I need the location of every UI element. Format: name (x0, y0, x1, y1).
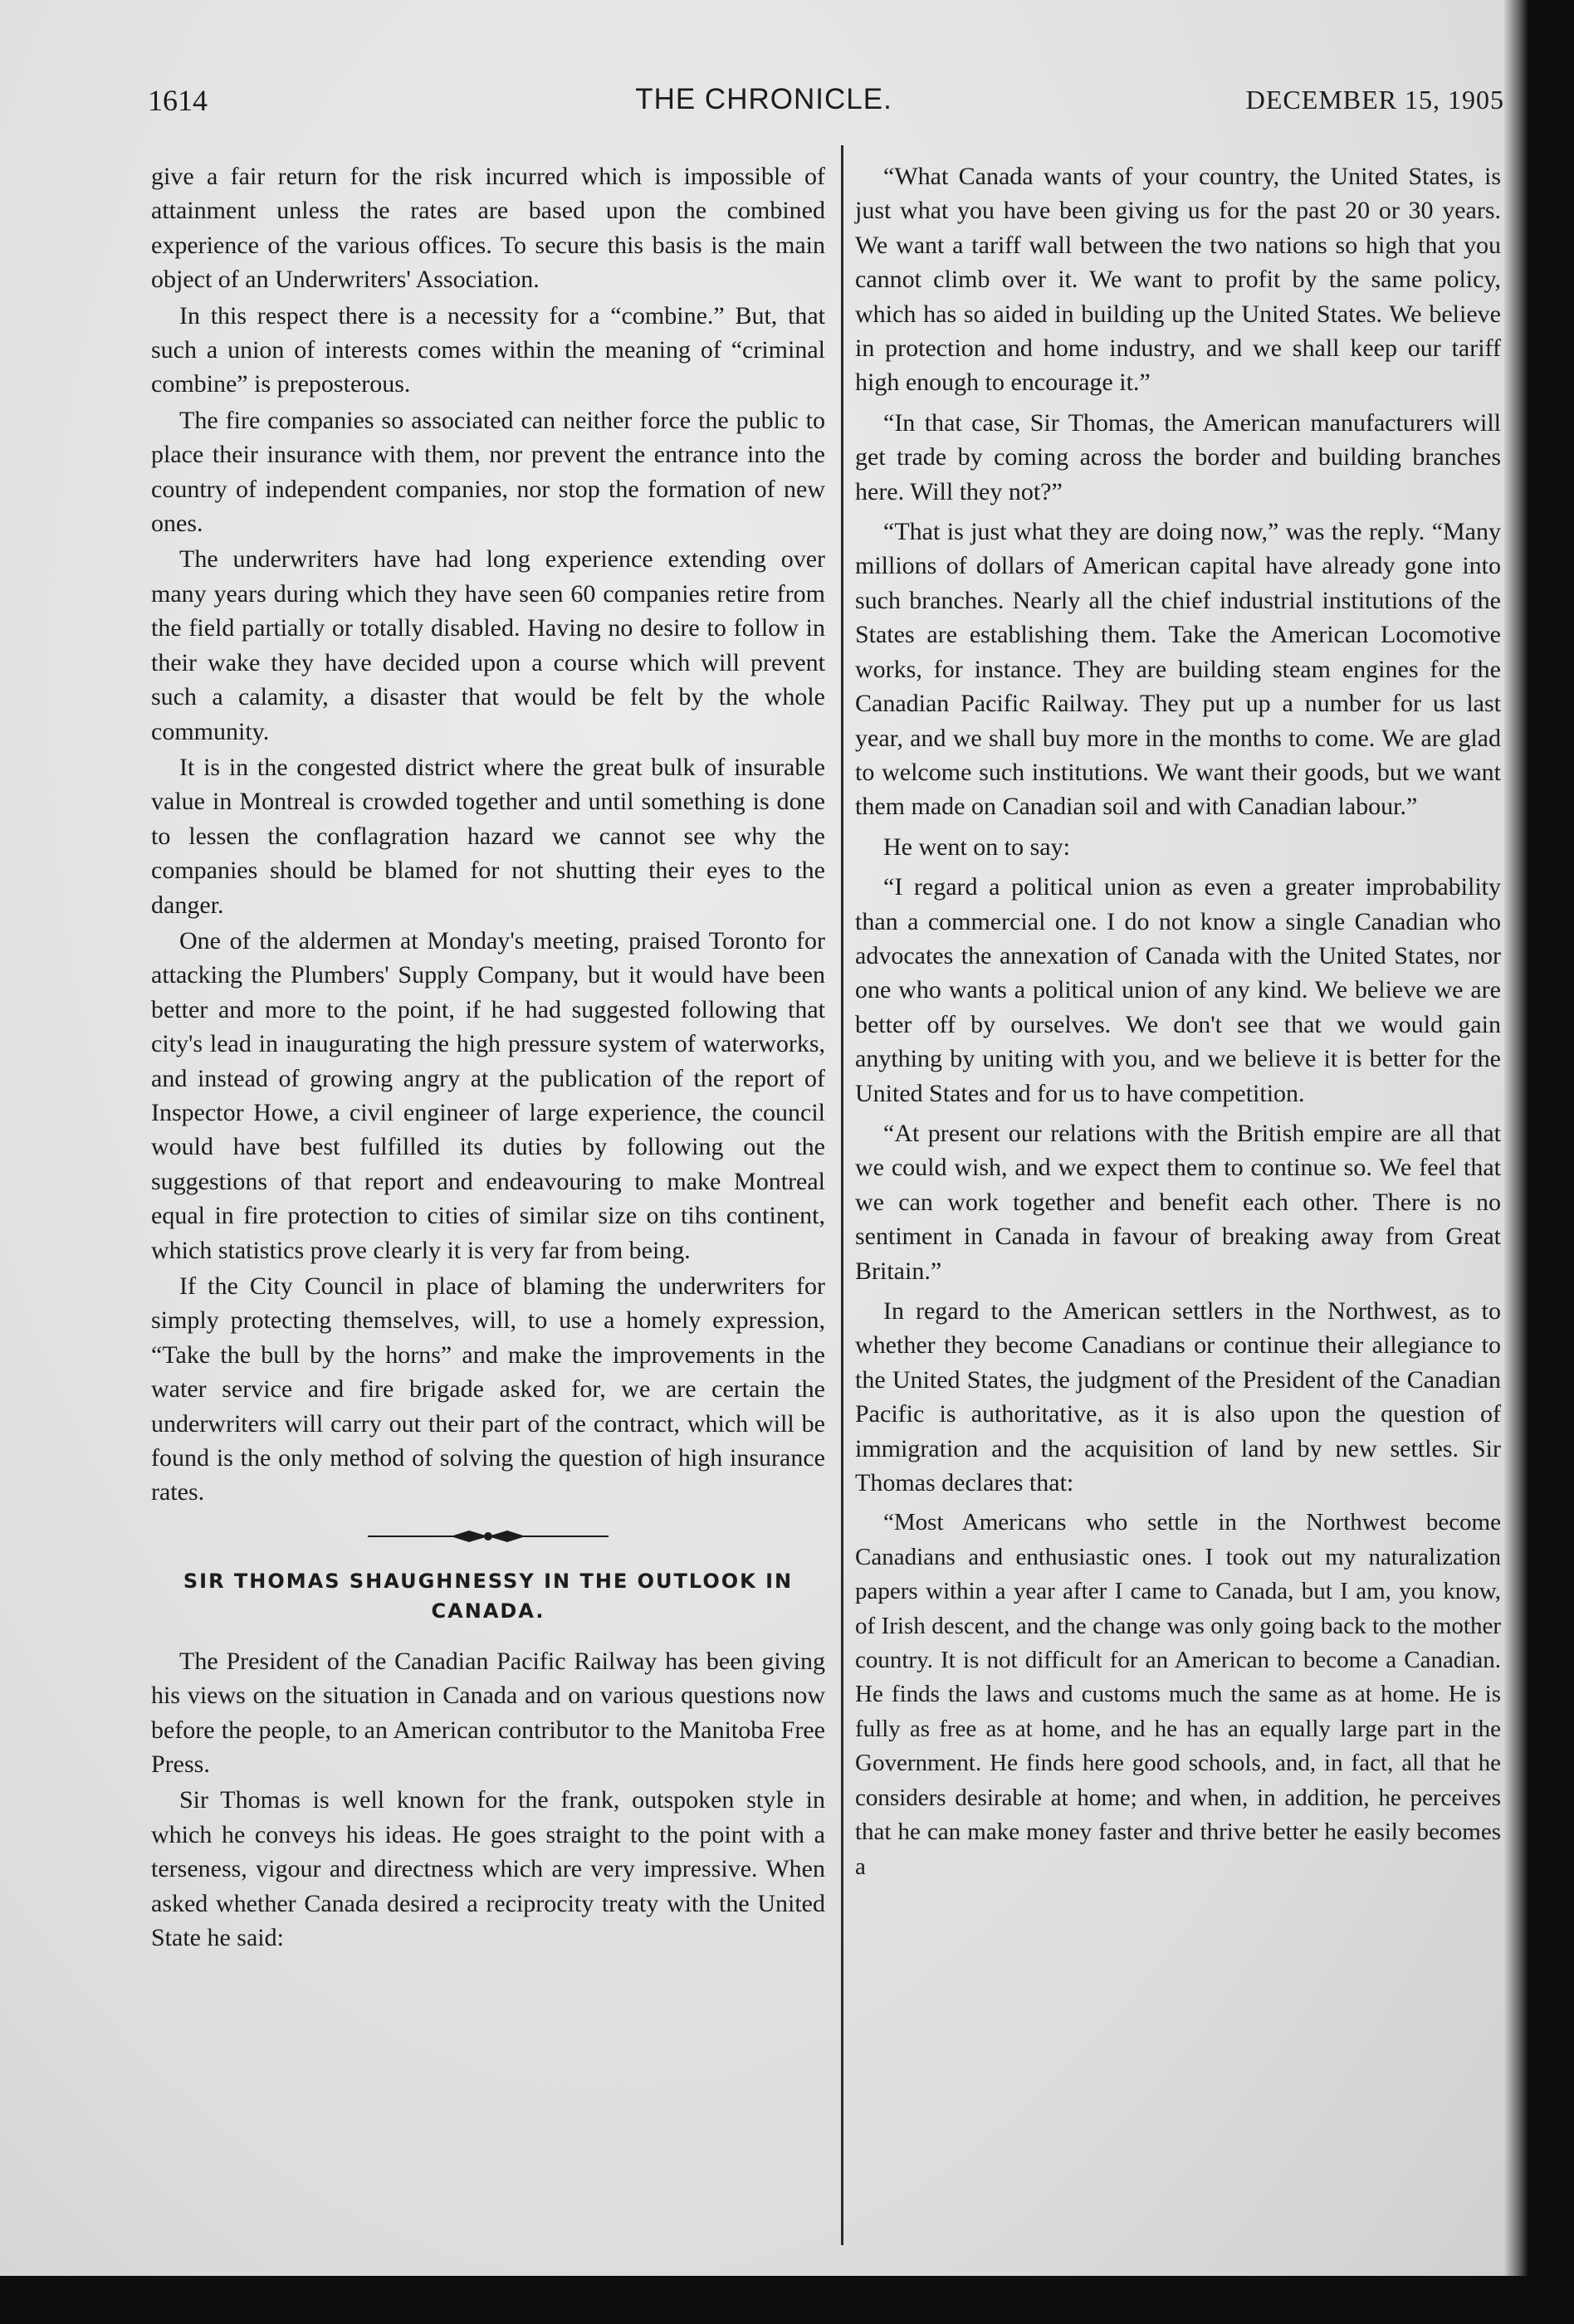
article-paragraph: In regard to the American settlers in the Northwest, as to whether they become Canadians or continue their allegiance to the United States, the judgment of the President of the Canadian Pacific is authoritative, as it is also upon the question of immigration and the acquisition of land by new settles. Sir Thomas declares that: (855, 1297, 1501, 1497)
article-paragraph: It is in the congested district where the great bulk of insurable value in Montreal is crowded together and until something is done to lessen the conflagration hazard we cannot see why the companies should be blamed for not shutting their eyes to the danger. (151, 753, 825, 919)
running-title: THE CHRONICLE. (635, 83, 892, 115)
page-spine-shadow (1504, 0, 1528, 2276)
page-number: 1614 (148, 84, 208, 117)
section-separator-ornament (151, 1513, 825, 1560)
section-heading: SIR THOMAS SHAUGHNESSY IN THE OUTLOOK IN CANADA. (183, 1569, 794, 1623)
article-paragraph: give a fair return for the risk incurred which is impossible of attainment unless the rates are based upon the combined experience of the various offices. To secure this basis is the main object of an Underwriters' Association. (151, 163, 825, 294)
article-paragraph: “What Canada wants of your country, the United States, is just what you have been giving us for the past 20 or 30 years. We want a tariff wall between the two nations so high that you cannot climb over it. We want to profit by the same policy, which has so aided in building up the United States. We believe in protection and home industry, and we shall keep our tariff high enough to encourage it.” (855, 163, 1501, 397)
right-column (855, 159, 1501, 1890)
article-paragraph: “I regard a political union as even a greater improbability than a commercial one. I do not know a single Canadian who advocates the annexation of Canada with the United States, nor one who wants a political union of any kind. We believe we are better off by ourselves. We don't see that we would gain anything by uniting with you, and we believe it is better for the United States and for us to have competition. (855, 873, 1501, 1107)
article-paragraph: “That is just what they are doing now,” was the reply. “Many millions of dollars of American capital have already gone into such branches. Nearly all the chief industrial institutions of the States are establishing them. Take the American Locomotive works, for instance. They are building steam engines for the Canadian Pacific Railway. They put up a number for us last year, and we shall buy more in the months to come. We are glad to welcome such institutions. We want their goods, but we want them made on Canadian soil and with Canadian labour.” (855, 518, 1501, 821)
article-paragraph: If the City Council in place of blaming the underwriters for simply protecting themselves, will, to use a homely expression, “Take the bull by the horns” and make the improvements in the water service and fire brigade asked for, we are certain the underwriters will carry out their part of the contract, which will be found is the only method of solving the question of high insurance rates. (151, 1272, 825, 1506)
article-paragraph: He went on to say: (883, 832, 1070, 861)
article-paragraph: The fire companies so associated can neither force the public to place their insurance with them, nor prevent the entrance into the country of independent companies, nor stop the formation of new ones. (151, 406, 825, 538)
article-paragraph: One of the aldermen at Monday's meeting, praised Toronto for attacking the Plumbers' Supply Company, but it would have been better and more to the point, if he had suggested following that city's lead in inaugurating the high pressure system of waterworks, and instead of growing angry at the publication of the report of Inspector Howe, a civil engineer of large experience, the council would have best fulfilled its duties by following out the suggestions of that report and endeavouring to make Montreal equal in fire protection to cities of similar size on tihs continent, which statistics prove clearly it is very far from being. (151, 926, 825, 1264)
column-divider (841, 145, 843, 2245)
article-paragraph: The underwriters have had long experience extending over many years during which they have seen 60 companies retire from the field partially or totally disabled. Having no desire to follow in their wake they have decided upon a course which will prevent such a calamity, a disaster that would be felt by the whole community. (151, 545, 825, 745)
left-column (151, 159, 825, 1957)
article-paragraph: “In that case, Sir Thomas, the American manufacturers will get trade by coming across the border and building branches here. Will they not?” (855, 408, 1501, 505)
article-paragraph: Sir Thomas is well known for the frank, outspoken style in which he conveys his ideas. He goes straight to the point with a terseness, vigour and directness which are very impressive. When asked whether Canada desired a reciprocity treaty with the United State he said: (151, 1786, 825, 1952)
article-paragraph: “Most Americans who settle in the Northwest become Canadians and enthusiastic ones. I took out my naturalization papers within a year after I came to Canada, but I am, you know, of Irish descent, and the change was only going back to the mother country. It is not difficult for an American to become a Canadian. He finds the laws and customs much the same as at home. He is fully as free as at home, and he has an equally large part in the Government. He finds here good schools, and, in fact, all that he considers desirable at home; and when, in addition, he perceives that he can make money faster and thrive better he easily becomes a (855, 1509, 1501, 1880)
article-paragraph: In this respect there is a necessity for a “combine.” But, that such a union of interests comes within the meaning of “criminal combine” is preposterous. (151, 301, 825, 398)
page-header (0, 83, 1504, 133)
article-paragraph: “At present our relations with the British empire are all that we could wish, and we expect them to continue so. We feel that we can work together and benefit each other. There is no sentiment in Canada in favour of breaking away from Great Britain.” (855, 1119, 1501, 1285)
article-paragraph: The President of the Canadian Pacific Railway has been giving his views on the situation in Canada and on various questions now before the people, to an American contributor to the Manitoba Free Press. (151, 1647, 825, 1779)
issue-date: DECEMBER 15, 1905 (1245, 85, 1504, 115)
